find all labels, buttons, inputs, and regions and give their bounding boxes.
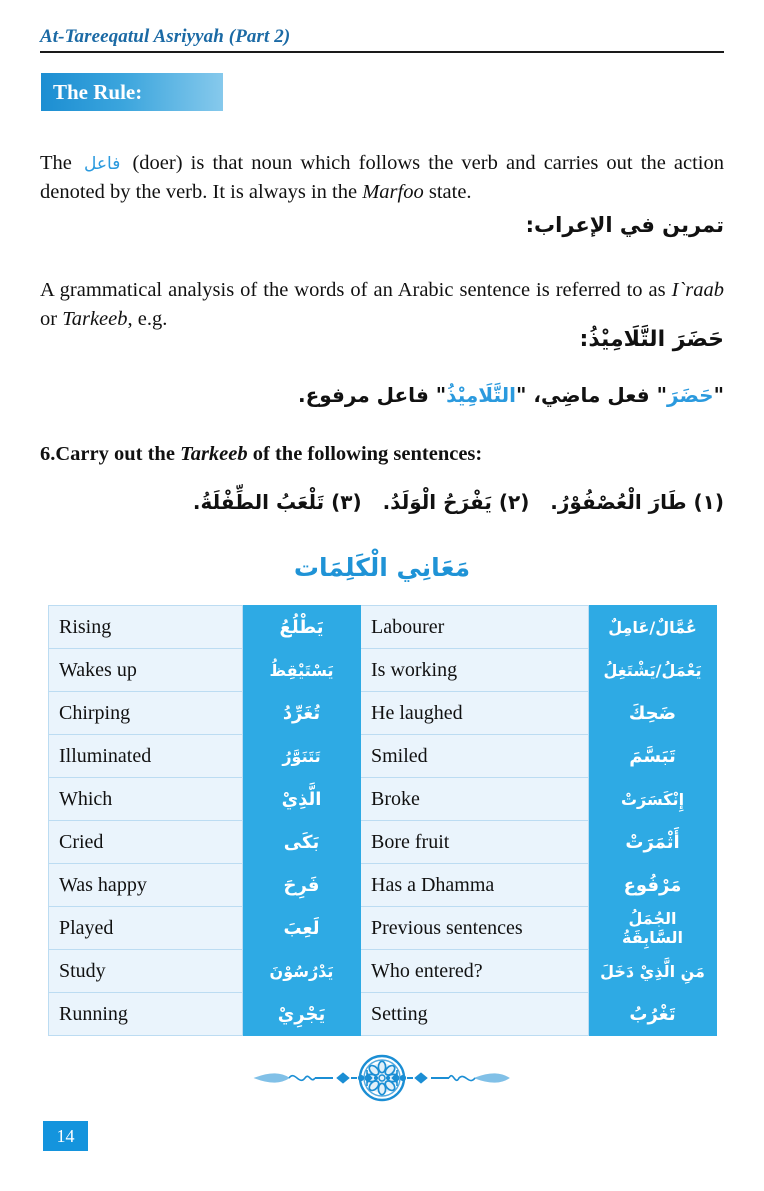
iraab-conjunction: or xyxy=(40,307,58,330)
task-sentences-arabic xyxy=(193,490,724,514)
vocab-english-2: Has a Dhamma xyxy=(361,864,589,907)
iraab-paragraph xyxy=(40,276,724,334)
vocabulary-heading: مَعَانِي الْكَلِمَات xyxy=(293,553,471,582)
task-text-after: of the following sentences: xyxy=(252,443,483,465)
task-number: 6. xyxy=(40,443,56,465)
table-row xyxy=(49,907,717,950)
vocab-english-1: Illuminated xyxy=(49,735,243,778)
vocab-arabic-1: تَتَنَوَّرُ xyxy=(243,735,361,778)
task-sentence-marker-3: (٣) xyxy=(331,490,362,514)
vocab-arabic-1: تُغَرِّدُ xyxy=(243,692,361,735)
vocab-arabic-1: يَجْرِيْ xyxy=(243,993,361,1036)
analysis-line-arabic xyxy=(298,383,724,407)
vocab-arabic-2: مَرْفُوع xyxy=(589,864,717,907)
vocab-arabic-2: الجُمَلُ السَّابِقَةُ xyxy=(589,907,717,950)
table-row xyxy=(49,821,717,864)
analysis-word-talameedh: التَّلَامِيْذُ xyxy=(446,383,516,407)
task-text-before: Carry out the xyxy=(55,443,175,465)
vocab-arabic-2: يَعْمَلُ/يَشْتَغِلُ xyxy=(589,649,717,692)
vocab-english-2: Broke xyxy=(361,778,589,821)
vocab-english-2: Who entered? xyxy=(361,950,589,993)
marfoo-italic: Marfoo xyxy=(362,180,424,203)
vocab-english-1: Which xyxy=(49,778,243,821)
vocab-english-2: Previous sentences xyxy=(361,907,589,950)
vocab-english-1: Was happy xyxy=(49,864,243,907)
vocab-english-1: Chirping xyxy=(49,692,243,735)
vocab-english-2: He laughed xyxy=(361,692,589,735)
vocab-arabic-2: ضَحِكَ xyxy=(589,692,717,735)
rule-text-middle: (doer) is that noun which follows the verb and carries out the action denoted by the verb. It is always in the xyxy=(40,151,724,203)
vocab-english-1: Study xyxy=(49,950,243,993)
table-row xyxy=(49,735,717,778)
task-sentence-marker-1: (١) xyxy=(693,490,724,514)
analysis-open-quote: " xyxy=(713,383,724,407)
rule-text-end: state. xyxy=(428,180,472,203)
vocab-arabic-1: يَدْرُسُوْنَ xyxy=(243,950,361,993)
running-header xyxy=(40,26,724,53)
task-sentence-marker-2: (٢) xyxy=(498,490,530,514)
iraab-italic: I`raab xyxy=(671,278,725,301)
vocabulary-table-body xyxy=(49,606,717,1036)
rule-banner xyxy=(41,73,223,111)
vocab-english-1: Rising xyxy=(49,606,243,649)
vocab-english-1: Cried xyxy=(49,821,243,864)
table-row xyxy=(49,606,717,649)
tarkeeb-italic: Tarkeeb xyxy=(62,307,128,330)
example-sentence-arabic: حَضَرَ التَّلَامِيْذُ: xyxy=(579,327,724,352)
task-sentence-3: تَلْعَبُ الطِّفْلَةُ. xyxy=(192,490,325,514)
vocab-arabic-2: مَنِ الَّذِيْ دَخَلَ xyxy=(589,950,717,993)
vocab-english-1: Wakes up xyxy=(49,649,243,692)
table-row xyxy=(49,864,717,907)
vocab-arabic-1: بَكَى xyxy=(243,821,361,864)
vocab-arabic-2: إِنْكَسَرَتْ xyxy=(589,778,717,821)
rule-banner-label: The Rule: xyxy=(53,79,143,104)
ornamental-divider xyxy=(237,1048,527,1108)
vocab-english-2: Labourer xyxy=(361,606,589,649)
vocab-arabic-1: يَطْلُعُ xyxy=(243,606,361,649)
vocab-arabic-1: الَّذِيْ xyxy=(243,778,361,821)
vocabulary-table xyxy=(48,605,717,1036)
task-heading xyxy=(40,443,724,466)
task-sentence-2: يَفْرَحُ الْوَلَدُ. xyxy=(382,490,492,514)
analysis-middle: " فعل ماضِي، " xyxy=(516,383,668,407)
rule-text-before: The xyxy=(40,151,72,174)
vocab-english-2: Setting xyxy=(361,993,589,1036)
book-title: At-Tareeqatul Asriyyah (Part 2) xyxy=(40,26,291,47)
faail-arabic-term: فاعل xyxy=(84,153,121,174)
rule-paragraph xyxy=(40,149,724,207)
vocab-arabic-2: أَثْمَرَتْ xyxy=(589,821,717,864)
task-tarkeeb-italic: Tarkeeb xyxy=(180,443,248,465)
table-row xyxy=(49,950,717,993)
vocab-arabic-1: يَسْتَيْقِظُ xyxy=(243,649,361,692)
analysis-word-hadara: حَضَرَ xyxy=(667,383,714,407)
vocab-arabic-2: عُمَّالٌ/عَامِلٌ xyxy=(589,606,717,649)
analysis-tail: " فاعل مرفوع. xyxy=(297,383,447,407)
vocab-english-2: Smiled xyxy=(361,735,589,778)
vocab-english-2: Is working xyxy=(361,649,589,692)
table-row xyxy=(49,649,717,692)
vocab-arabic-1: لَعِبَ xyxy=(243,907,361,950)
task-sentence-1: طَارَ الْعُصْفُوْرُ. xyxy=(550,490,687,514)
vocab-english-2: Bore fruit xyxy=(361,821,589,864)
header-divider xyxy=(40,51,724,53)
vocab-english-1: Played xyxy=(49,907,243,950)
page-number: 14 xyxy=(43,1121,88,1151)
vocab-arabic-2: تَغْرُبُ xyxy=(589,993,717,1036)
table-row xyxy=(49,993,717,1036)
exercise-heading-arabic: تمرين في الإعراب: xyxy=(525,213,724,237)
iraab-text-part1: A grammatical analysis of the words of an Arabic sentence is referred to as xyxy=(40,278,666,301)
table-row xyxy=(49,778,717,821)
table-row xyxy=(49,692,717,735)
vocab-english-1: Running xyxy=(49,993,243,1036)
vocab-arabic-1: فَرِحَ xyxy=(243,864,361,907)
vocab-arabic-2: تَبَسَّمَ xyxy=(589,735,717,778)
iraab-text-part2: , e.g. xyxy=(127,307,168,330)
